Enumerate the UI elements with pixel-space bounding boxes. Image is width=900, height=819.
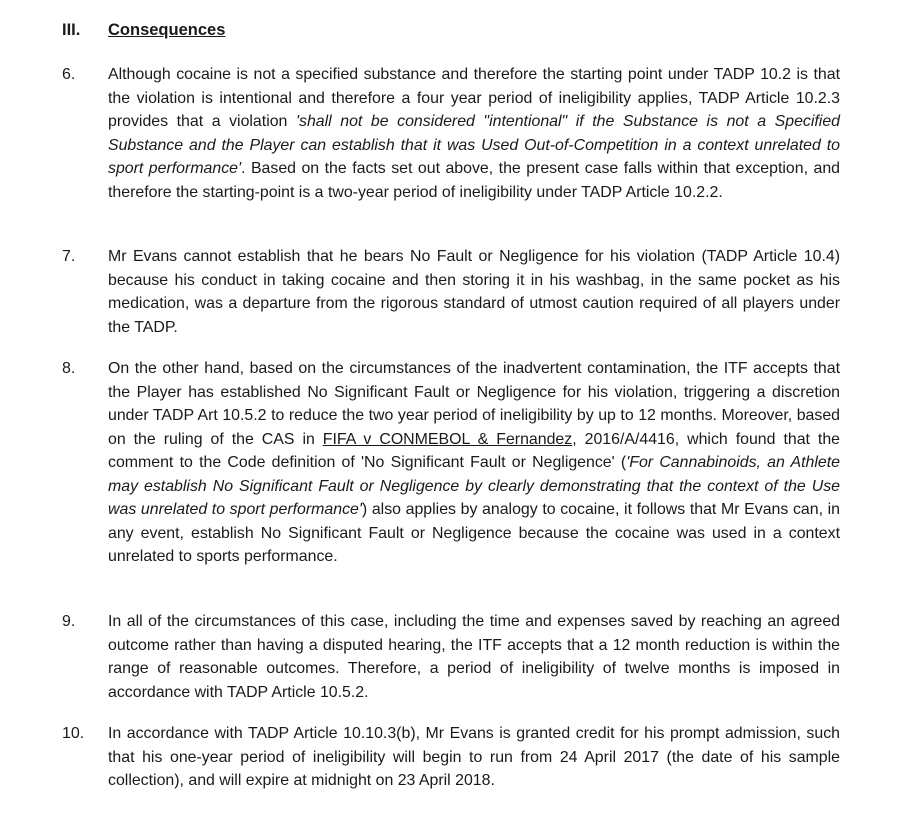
paragraph-number: 10. bbox=[62, 725, 85, 742]
section-title: Consequences bbox=[108, 21, 226, 39]
text-run: In all of the circumstances of this case, including the time and expenses saved by reaching an agreed outcome rather than having a disputed hearing, the ITF accepts that a 12 month reduction is within the range of reasonable outcomes. Therefore, a period of ineligibility of twelve months is imposed in accordance with TADP Article 10.5.2. bbox=[108, 613, 840, 701]
paragraph-number: 6. bbox=[62, 66, 76, 83]
text-run: In accordance with TADP Article 10.10.3(b), Mr Evans is granted credit for his prompt admission, such that his one-year period of ineligibility will begin to run from 24 April 2017 (the date of his sample collection), and will expire at midnight on 23 April 2018. bbox=[108, 725, 840, 789]
paragraph-text bbox=[108, 63, 840, 204]
text-run: Mr Evans cannot establish that he bears No Fault or Negligence for his violation (TADP Article 10.4) because his conduct in taking cocaine and then storing it in his washbag, in the same pocket as his medication, was a departure from the rigorous standard of utmost caution required of all players under the TADP. bbox=[108, 248, 840, 336]
paragraph-6 bbox=[62, 63, 840, 204]
paragraph-number: 8. bbox=[62, 360, 76, 377]
paragraph-10 bbox=[62, 722, 840, 793]
paragraph-text bbox=[108, 722, 840, 793]
paragraph-9 bbox=[62, 610, 840, 704]
text-run: ) also applies by analogy to cocaine, it follows that Mr Evans can, in any event, establish No Significant Fault or Negligence because the cocaine was used in a context unrelated to sports performance. bbox=[108, 501, 840, 565]
text-run: , 2016/A/4416, which found that the comment to the Code definition of 'No Significant Fault or Negligence' ( bbox=[108, 430, 841, 471]
quoted-provision: 'shall not be considered "intentional" if the Substance is not a Specified Substance and the Player can establish that it was Used Out-of-Competition in a context unrelated to sport performance' bbox=[108, 113, 840, 177]
text-run: On the other hand, based on the circumstances of the inadvertent contamination, the ITF accepts that the Player has established No Significant Fault or Negligence for his violation, triggering a discretion under TADP Art 10.5.2 to reduce the two year period of ineligibility by up to 12 months. Moreover, based on the ruling of the CAS in bbox=[108, 360, 840, 448]
section-number: III. bbox=[62, 21, 81, 39]
paragraph-text bbox=[108, 357, 840, 569]
paragraph-text bbox=[108, 610, 840, 704]
quoted-comment: 'For Cannabinoids, an Athlete may establish No Significant Fault or Negligence by clearly demonstrating that the context of the Use was unrelated to sport performance' bbox=[108, 454, 840, 518]
text-run: Although cocaine is not a specified substance and therefore the starting point under TADP 10.2 is that the violation is intentional and therefore a four year period of ineligibility applies, TADP Article 10.2.3 provides that a violation bbox=[108, 66, 840, 130]
paragraph-8 bbox=[62, 357, 840, 569]
paragraph-7 bbox=[62, 245, 840, 339]
case-citation: FIFA v CONMEBOL & Fernandez bbox=[322, 430, 573, 448]
paragraph-number: 7. bbox=[62, 248, 76, 265]
paragraph-text bbox=[108, 245, 840, 339]
paragraph-number: 9. bbox=[62, 613, 76, 630]
text-run: . Based on the facts set out above, the present case falls within that exception, and therefore the starting-point is a two-year period of ineligibility under TADP Article 10.2.2. bbox=[108, 160, 840, 201]
